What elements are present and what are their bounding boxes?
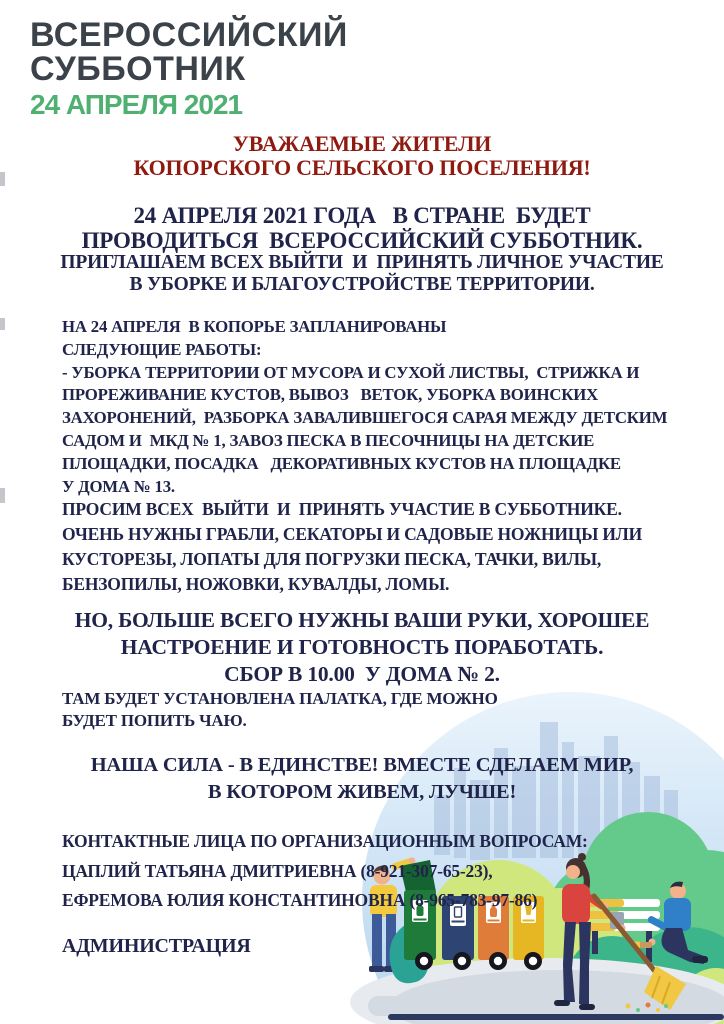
tent-line: ТАМ БУДЕТ УСТАНОВЛЕНА ПАЛАТКА, ГДЕ МОЖНО xyxy=(62,689,498,708)
contact-person-line: ЕФРЕМОВА ЮЛИЯ КОНСТАНТИНОВНА (8-965-783-97-86) xyxy=(62,890,538,910)
main-call-heading xyxy=(30,607,694,688)
main-call-line: НО, БОЛЬШЕ ВСЕГО НУЖНЫ ВАШИ РУКИ, ХОРОШЕЕ xyxy=(74,608,650,632)
contact-person-line: ЦАПЛИЙ ТАТЬЯНА ДМИТРИЕВНА (8-921-307-65-23), xyxy=(62,860,493,881)
tools-request-paragraph xyxy=(30,497,694,597)
plan-line: У ДОМА № 13. xyxy=(62,476,175,496)
administration-signature xyxy=(30,935,694,958)
plan-line: НА 24 АПРЕЛЯ В КОПОРЬЕ ЗАПЛАНИРОВАНЫ xyxy=(62,317,447,336)
logo-title-line1: ВСЕРОССИЙСКИЙ xyxy=(30,16,348,54)
announcement-line: 24 АПРЕЛЯ 2021 ГОДА В СТРАНЕ БУДЕТ xyxy=(133,203,591,228)
plan-line: СЛЕДУЮЩИЕ РАБОТЫ: xyxy=(62,339,262,359)
invitation-line: ПРИГЛАШАЕМ ВСЕХ ВЫЙТИ И ПРИНЯТЬ ЛИЧНОЕ УЧАСТИЕ xyxy=(60,252,664,273)
slogan-line: В КОТОРОМ ЖИВЕМ, ЛУЧШЕ! xyxy=(207,781,517,803)
request-line: КУСТОРЕЗЫ, ЛОПАТЫ ДЛЯ ПОГРУЗКИ ПЕСКА, ТАЧКИ, ВИЛЫ, xyxy=(62,549,602,569)
signature-line: АДМИНИСТРАЦИЯ xyxy=(62,935,251,957)
subbotnik-logo xyxy=(30,18,348,121)
announcement-line: ПРОВОДИТЬСЯ ВСЕРОССИЙСКИЙ СУББОТНИК. xyxy=(81,228,643,253)
request-line: БЕНЗОПИЛЫ, НОЖОВКИ, КУВАЛДЫ, ЛОМЫ. xyxy=(62,574,450,594)
tea-tent-note xyxy=(30,688,694,732)
greeting-line: УВАЖАЕМЫЕ ЖИТЕЛИ xyxy=(232,131,492,156)
announcement-heading xyxy=(30,203,694,253)
contact-persons xyxy=(30,827,694,916)
unity-slogan xyxy=(30,752,694,806)
tent-line: БУДЕТ ПОПИТЬ ЧАЮ. xyxy=(62,711,247,730)
greeting-line: КОПОРСКОГО СЕЛЬСКОГО ПОСЕЛЕНИЯ! xyxy=(133,155,591,180)
contacts-header-line: КОНТАКТНЫЕ ЛИЦА ПО ОРГАНИЗАЦИОННЫМ ВОПРОСАМ: xyxy=(62,831,588,851)
request-line: ОЧЕНЬ НУЖНЫ ГРАБЛИ, СЕКАТОРЫ И САДОВЫЕ НОЖНИЦЫ ИЛИ xyxy=(62,524,643,544)
greeting-heading xyxy=(30,132,694,180)
plan-line: ЗАХОРОНЕНИЙ, РАЗБОРКА ЗАВАЛИВШЕГОСЯ САРАЯ МЕЖДУ ДЕТСКИМ xyxy=(62,408,668,428)
invitation-line: В УБОРКЕ И БЛАГОУСТРОЙСТВЕ ТЕРРИТОРИИ. xyxy=(129,274,595,295)
logo-date: 24 АПРЕЛЯ 2021 xyxy=(30,89,243,120)
slogan-line: НАША СИЛА - В ЕДИНСТВЕ! ВМЕСТЕ СДЕЛАЕМ МИР, xyxy=(90,754,634,776)
main-call-line: НАСТРОЕНИЕ И ГОТОВНОСТЬ ПОРАБОТАТЬ. xyxy=(120,635,604,659)
plan-line: - УБОРКА ТЕРРИТОРИИ ОТ МУСОРА И СУХОЙ ЛИСТВЫ, СТРИЖКА И xyxy=(62,362,640,382)
main-call-line: СБОР В 10.00 У ДОМА № 2. xyxy=(224,662,500,686)
work-plan-paragraph xyxy=(30,316,694,498)
request-line: ПРОСИМ ВСЕХ ВЫЙТИ И ПРИНЯТЬ УЧАСТИЕ В СУББОТНИКЕ. xyxy=(62,499,622,519)
plan-line: САДОМ И МКД № 1, ЗАВОЗ ПЕСКА В ПЕСОЧНИЦЫ НА ДЕТСКИЕ xyxy=(62,430,595,450)
plan-line: ПЛОЩАДКИ, ПОСАДКА ДЕКОРАТИВНЫХ КУСТОВ НА ПЛОЩАДКЕ xyxy=(62,453,621,473)
invitation-text xyxy=(30,252,694,296)
plan-line: ПРОРЕЖИВАНИЕ КУСТОВ, ВЫВОЗ ВЕТОК, УБОРКА ВОИНСКИХ xyxy=(62,385,598,405)
logo-title-line2: СУББОТНИК xyxy=(30,50,246,88)
